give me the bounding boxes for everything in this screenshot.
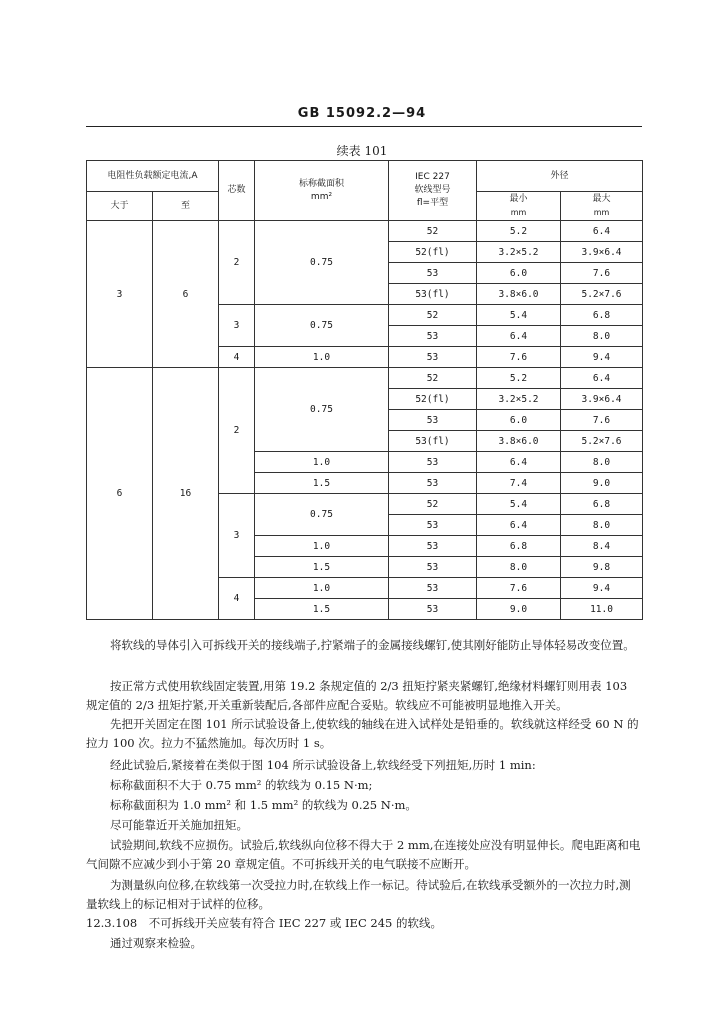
cell-type: 52 bbox=[389, 368, 477, 389]
cell-type: 53 bbox=[389, 515, 477, 536]
cell-max: 11.0 bbox=[561, 599, 643, 620]
cell-area: 0.75 bbox=[255, 305, 389, 347]
cell-area: 0.75 bbox=[255, 494, 389, 536]
cell-min: 5.2 bbox=[477, 368, 561, 389]
cell-min: 9.0 bbox=[477, 599, 561, 620]
cell-cores: 4 bbox=[219, 347, 255, 368]
cell-min: 7.6 bbox=[477, 347, 561, 368]
cell-cores: 2 bbox=[219, 221, 255, 305]
paragraph: 将软线的导体引入可拆线开关的接线端子,拧紧端子的金属接线螺钉,使其刚好能防止导体轻易改变位置。 bbox=[110, 638, 635, 652]
cell-area: 1.5 bbox=[255, 473, 389, 494]
cell-min: 3.2×5.2 bbox=[477, 242, 561, 263]
cell-min: 3.8×6.0 bbox=[477, 284, 561, 305]
table-row bbox=[87, 368, 643, 389]
cell-min: 6.4 bbox=[477, 326, 561, 347]
cell-max: 9.4 bbox=[561, 578, 643, 599]
header-max-label: 最大 bbox=[592, 194, 611, 204]
header-area bbox=[255, 161, 389, 221]
cell-min: 8.0 bbox=[477, 557, 561, 578]
cell-min: 3.2×5.2 bbox=[477, 389, 561, 410]
cell-max: 9.8 bbox=[561, 557, 643, 578]
cell-type: 53 bbox=[389, 263, 477, 284]
cell-above: 6 bbox=[87, 368, 153, 620]
paragraph: 标称截面积不大于 0.75 mm² 的软线为 0.15 N·m; bbox=[110, 778, 373, 792]
cell-type: 53 bbox=[389, 452, 477, 473]
cell-max: 8.0 bbox=[561, 452, 643, 473]
cell-type: 52 bbox=[389, 221, 477, 242]
cell-min: 7.6 bbox=[477, 578, 561, 599]
cell-area: 0.75 bbox=[255, 368, 389, 452]
header-outer-diameter: 外径 bbox=[477, 161, 643, 192]
header-min bbox=[477, 192, 561, 221]
standard-header: GB 15092.2—94 bbox=[297, 106, 427, 121]
header-max bbox=[561, 192, 643, 221]
cell-area: 1.5 bbox=[255, 557, 389, 578]
cell-type: 53 bbox=[389, 599, 477, 620]
header-upto: 至 bbox=[153, 192, 219, 221]
header-max-unit: mm bbox=[593, 208, 610, 217]
paragraph: 经此试验后,紧接着在类似于图 104 所示试验设备上,软线经受下列扭矩,历时 1 min: bbox=[110, 758, 536, 772]
cell-type: 53 bbox=[389, 410, 477, 431]
cell-type: 53 bbox=[389, 536, 477, 557]
header-cable-line3: fl=平型 bbox=[416, 198, 449, 208]
cell-min: 6.4 bbox=[477, 452, 561, 473]
cell-type: 53 bbox=[389, 578, 477, 599]
cell-area: 1.0 bbox=[255, 452, 389, 473]
header-rated-current: 电阻性负载额定电流,A bbox=[87, 161, 219, 192]
paragraph: 通过观察来检验。 bbox=[110, 936, 202, 950]
cell-type: 52(fl) bbox=[389, 242, 477, 263]
cell-min: 6.4 bbox=[477, 515, 561, 536]
cell-cores: 2 bbox=[219, 368, 255, 494]
cell-type: 53 bbox=[389, 557, 477, 578]
table-row bbox=[87, 221, 643, 242]
header-cable-line2: 软线型号 bbox=[414, 185, 451, 195]
paragraph: 尽可能靠近开关施加扭矩。 bbox=[110, 818, 248, 832]
cell-max: 6.8 bbox=[561, 494, 643, 515]
paragraph: 先把开关固定在图 101 所示试验设备上,使软线的轴线在进入试样处是铅垂的。软线就这样经受 60 N 的拉力 100 次。拉力不猛然施加。每次历时 1 s。 bbox=[86, 717, 639, 750]
cord-spec-table bbox=[86, 160, 643, 620]
cell-min: 5.4 bbox=[477, 494, 561, 515]
cell-max: 7.6 bbox=[561, 263, 643, 284]
cell-max: 5.2×7.6 bbox=[561, 284, 643, 305]
cell-type: 53(fl) bbox=[389, 431, 477, 452]
cell-area: 1.5 bbox=[255, 599, 389, 620]
cell-max: 9.0 bbox=[561, 473, 643, 494]
cell-upto: 16 bbox=[153, 368, 219, 620]
cell-type: 53 bbox=[389, 347, 477, 368]
cell-max: 9.4 bbox=[561, 347, 643, 368]
cell-max: 3.9×6.4 bbox=[561, 389, 643, 410]
cell-type: 52(fl) bbox=[389, 389, 477, 410]
cell-type: 52 bbox=[389, 494, 477, 515]
header-rule bbox=[86, 126, 642, 127]
cell-max: 6.4 bbox=[561, 221, 643, 242]
cell-type: 53(fl) bbox=[389, 284, 477, 305]
header-min-unit: mm bbox=[510, 208, 527, 217]
cell-area: 1.0 bbox=[255, 578, 389, 599]
cell-min: 6.0 bbox=[477, 263, 561, 284]
cell-type: 53 bbox=[389, 473, 477, 494]
paragraph: 标称截面积为 1.0 mm² 和 1.5 mm² 的软线为 0.25 N·m。 bbox=[110, 798, 417, 812]
cell-max: 8.0 bbox=[561, 515, 643, 536]
cell-upto: 6 bbox=[153, 221, 219, 368]
cell-max: 6.8 bbox=[561, 305, 643, 326]
cell-max: 7.6 bbox=[561, 410, 643, 431]
header-cable-type bbox=[389, 161, 477, 221]
cell-max: 6.4 bbox=[561, 368, 643, 389]
paragraph: 试验期间,软线不应损伤。试验后,软线纵向位移不得大于 2 mm,在连接处应没有明显伸长。爬电距离和电气间隙不应减少到小于第 20 章规定值。不可拆线开关的电气联接不应断开。 bbox=[86, 838, 641, 871]
cell-area: 1.0 bbox=[255, 347, 389, 368]
cell-min: 7.4 bbox=[477, 473, 561, 494]
cell-max: 8.0 bbox=[561, 326, 643, 347]
cell-above: 3 bbox=[87, 221, 153, 368]
cell-area: 0.75 bbox=[255, 221, 389, 305]
paragraph: 为测量纵向位移,在软线第一次受拉力时,在软线上作一标记。待试验后,在软线承受额外的一次拉力时,测量软线上的标记相对于试样的位移。 bbox=[86, 878, 631, 911]
header-min-label: 最小 bbox=[509, 194, 528, 204]
cell-min: 6.0 bbox=[477, 410, 561, 431]
cell-cores: 3 bbox=[219, 494, 255, 578]
cell-min: 3.8×6.0 bbox=[477, 431, 561, 452]
header-cable-line1: IEC 227 bbox=[415, 172, 450, 182]
header-area-label: 标称截面积 bbox=[298, 178, 344, 189]
paragraph: 按正常方式使用软线固定装置,用第 19.2 条规定值的 2/3 扭矩拧紧夹紧螺钉,绝缘材料螺钉则用表 103 规定值的 2/3 扭矩拧紧,开关重新装配后,各部件应配合妥贴。软线应不可能被明显地推入开关。 bbox=[86, 679, 628, 712]
table-title: 续表 101 bbox=[336, 144, 388, 158]
cell-cores: 3 bbox=[219, 305, 255, 347]
cell-max: 3.9×6.4 bbox=[561, 242, 643, 263]
header-cores: 芯数 bbox=[219, 161, 255, 221]
header-above: 大于 bbox=[87, 192, 153, 221]
cell-max: 8.4 bbox=[561, 536, 643, 557]
cell-cores: 4 bbox=[219, 578, 255, 620]
cell-min: 5.2 bbox=[477, 221, 561, 242]
section-12-3-108: 12.3.108 不可拆线开关应装有符合 IEC 227 或 IEC 245 的软线。 bbox=[86, 916, 443, 930]
cell-max: 5.2×7.6 bbox=[561, 431, 643, 452]
cell-area: 1.0 bbox=[255, 536, 389, 557]
cell-min: 6.8 bbox=[477, 536, 561, 557]
cell-type: 52 bbox=[389, 305, 477, 326]
header-area-unit: mm² bbox=[310, 191, 333, 202]
cell-type: 53 bbox=[389, 326, 477, 347]
cell-min: 5.4 bbox=[477, 305, 561, 326]
